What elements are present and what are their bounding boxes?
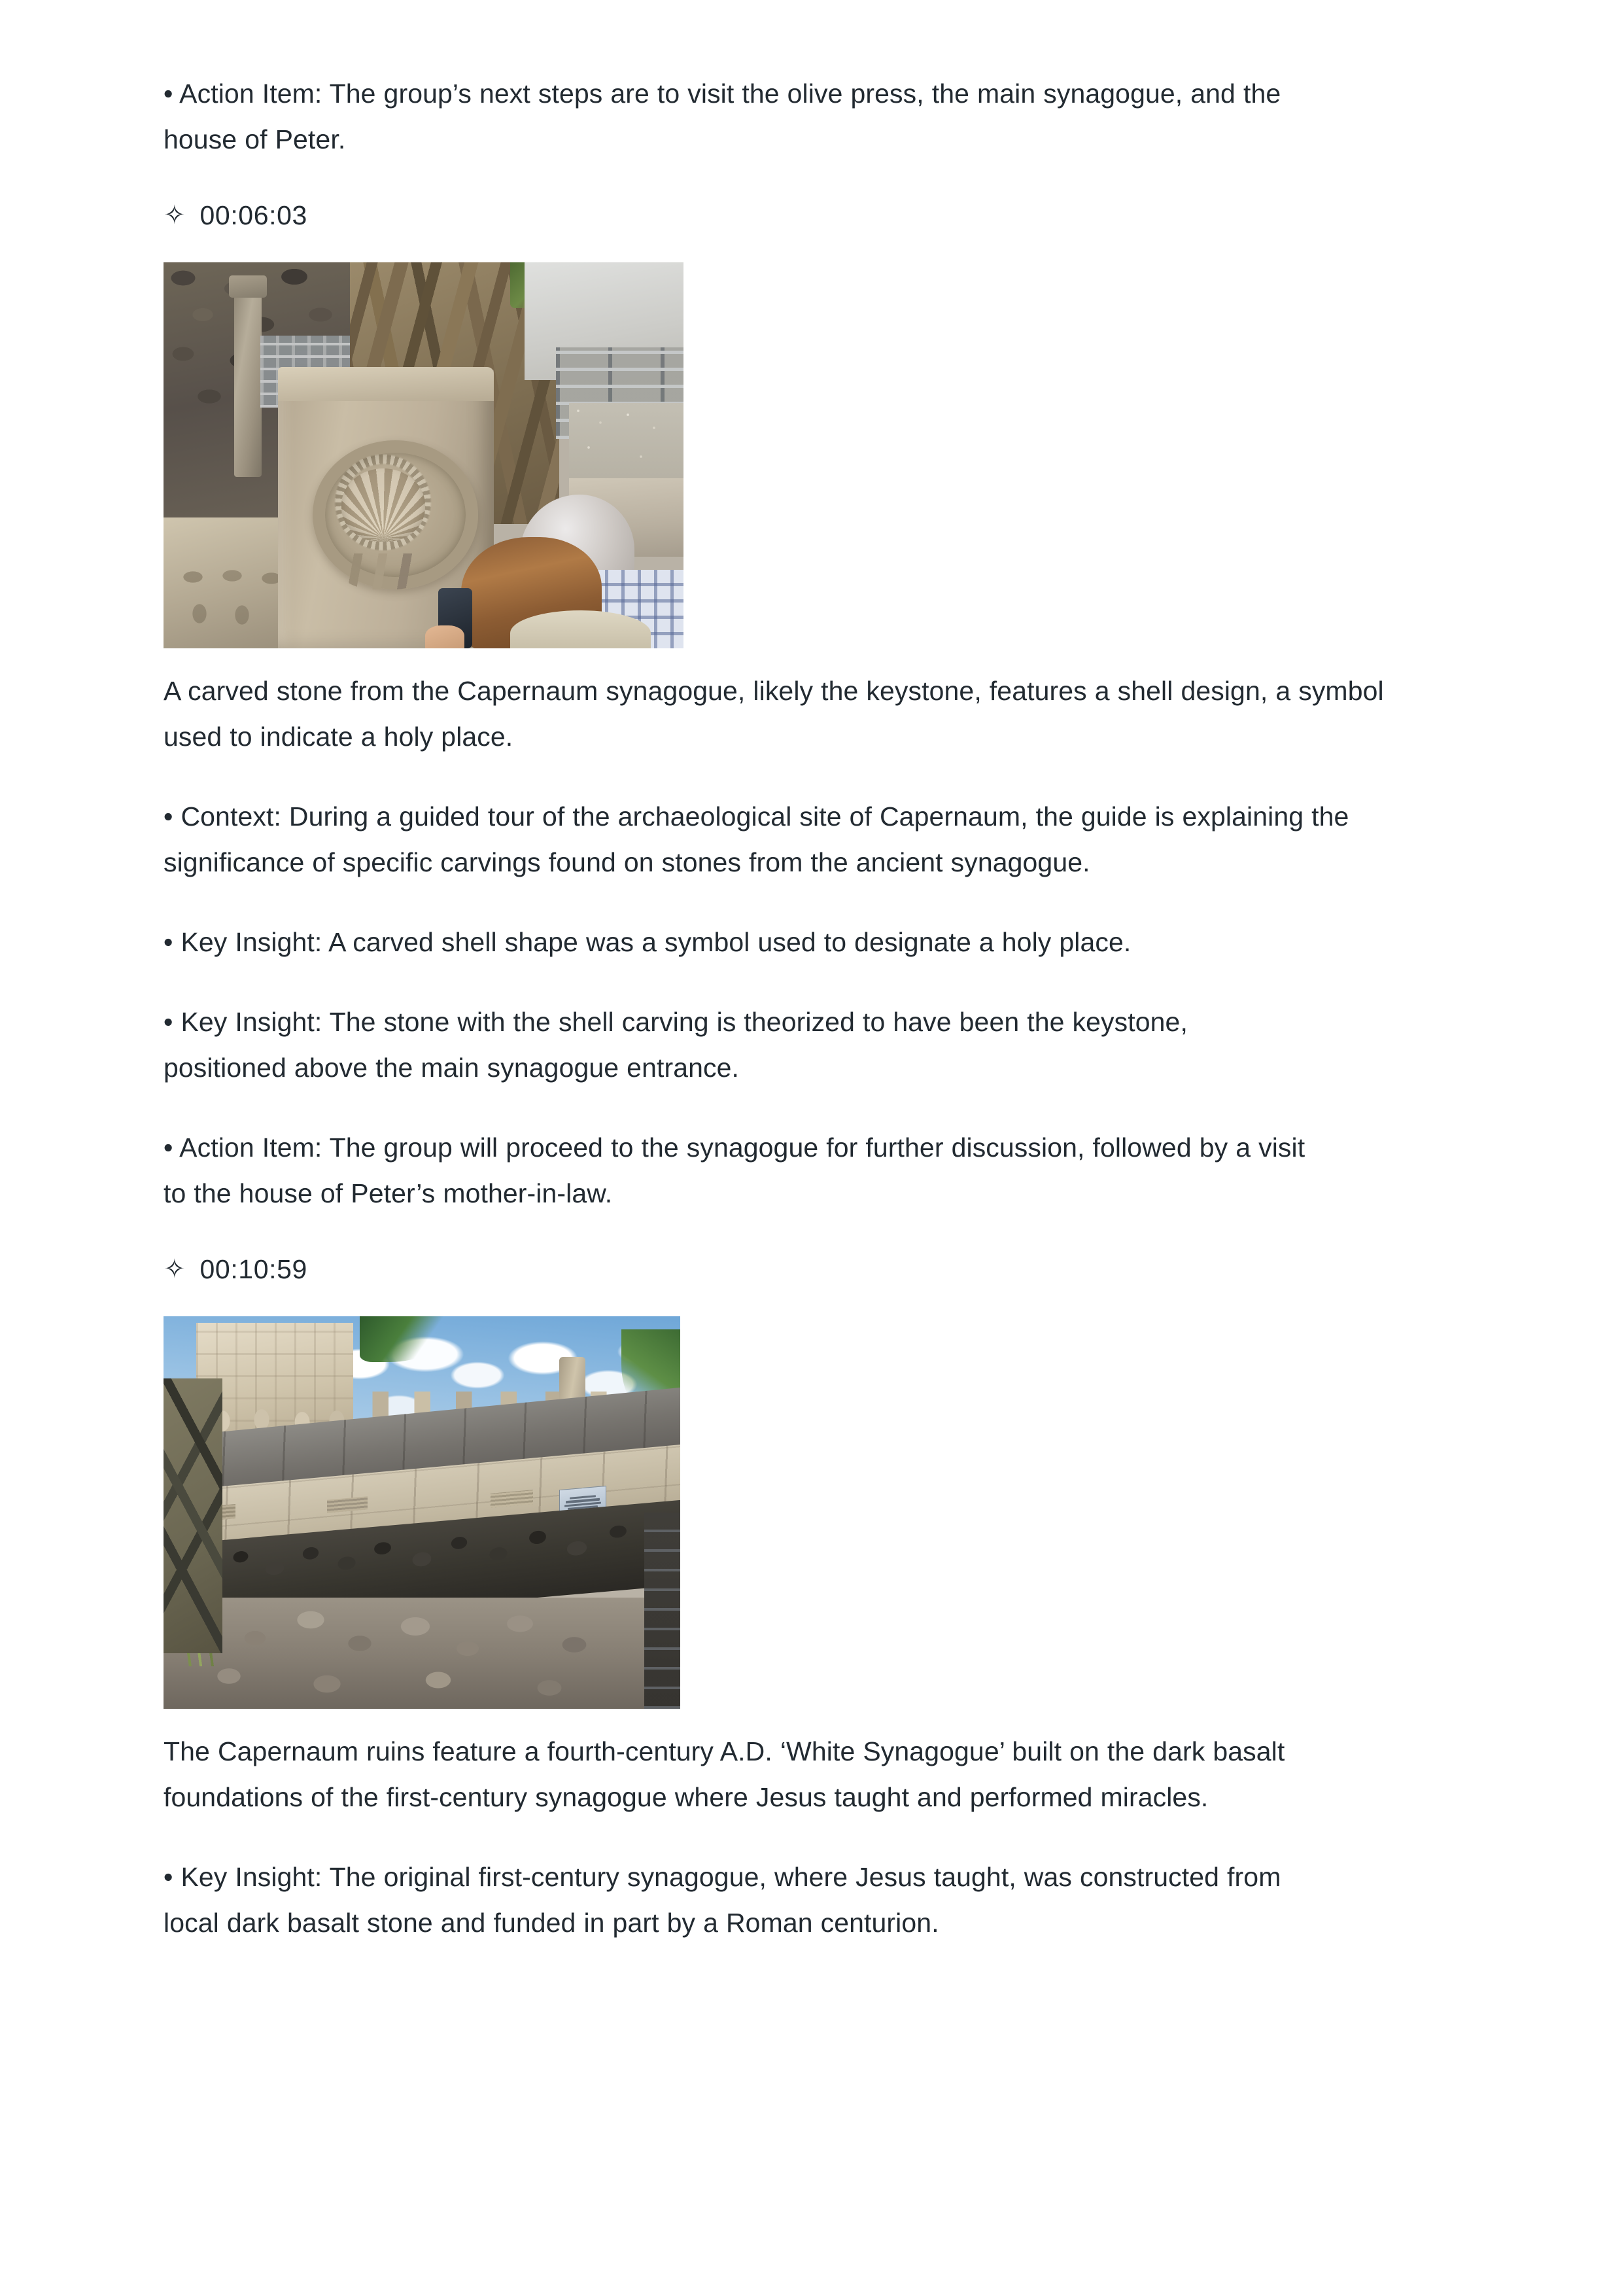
wreath-ribbon-tails <box>343 553 425 589</box>
keystone-top-face <box>278 367 494 401</box>
bullet-context-guided-tour: • Context: During a guided tour of the archaeological site of Capernaum, the guide is explaining the significance of specific carvings found on stones from the ancient synagogue. <box>164 801 1349 877</box>
bullet-key-insight-shell-symbol: • Key Insight: A carved shell shape was a symbol used to designate a holy place. <box>164 927 1132 957</box>
timestamp-label: 00:10:59 <box>199 1254 307 1284</box>
shell-relief-carving <box>341 468 425 542</box>
bullet-action-item-next-steps: • Action Item: The group’s next steps are to visit the olive press, the main synagogue, and the house of Peter. <box>164 79 1281 154</box>
figure-capernaum-white-synagogue <box>164 1316 1459 1709</box>
bullet-key-insight-basalt-centurion: • Key Insight: The original first-century synagogue, where Jesus taught, was constructed from local dark basalt stone and funded in part by a Roman centurion. <box>164 1862 1281 1938</box>
caption-white-synagogue: The Capernaum ruins feature a fourth-century A.D. ‘White Synagogue’ built on the dark basalt foundations of the first-century synagogue where Jesus taught and performed miracles. <box>164 1736 1285 1812</box>
column-capital <box>229 275 267 298</box>
bullet-action-item-proceed-synagogue: • Action Item: The group will proceed to the synagogue for further discussion, followed by a visit to the house of Peter’s mother-in-law. <box>164 1132 1305 1208</box>
capernaum-white-synagogue-photo <box>164 1316 680 1709</box>
palm-tree-left <box>164 1378 222 1653</box>
bullet-key-insight-keystone-position: • Key Insight: The stone with the shell carving is theorized to have been the keystone, positioned above the main synagogue entrance. <box>164 1007 1188 1083</box>
timestamp-row-00-06-03[interactable] <box>164 196 1459 235</box>
stone-column <box>234 281 262 477</box>
sparkle-icon: ✧ <box>164 1255 186 1284</box>
timestamp-row-00-10-59[interactable] <box>164 1250 1459 1289</box>
gravel-path <box>569 403 683 488</box>
timestamp-label: 00:06:03 <box>199 200 307 230</box>
lower-block-relief-carving <box>170 560 294 639</box>
visitor-hand <box>425 625 464 648</box>
capernaum-keystone-photo <box>164 262 683 648</box>
metal-fence-right <box>644 1513 680 1709</box>
rocky-ground <box>164 1598 680 1709</box>
sparkle-icon: ✧ <box>164 201 186 230</box>
caption-keystone-shell: A carved stone from the Capernaum synagogue, likely the keystone, features a shell design, a symbol used to indicate a holy place. <box>164 676 1384 752</box>
document-body <box>164 71 1459 1946</box>
figure-capernaum-keystone <box>164 262 1459 648</box>
